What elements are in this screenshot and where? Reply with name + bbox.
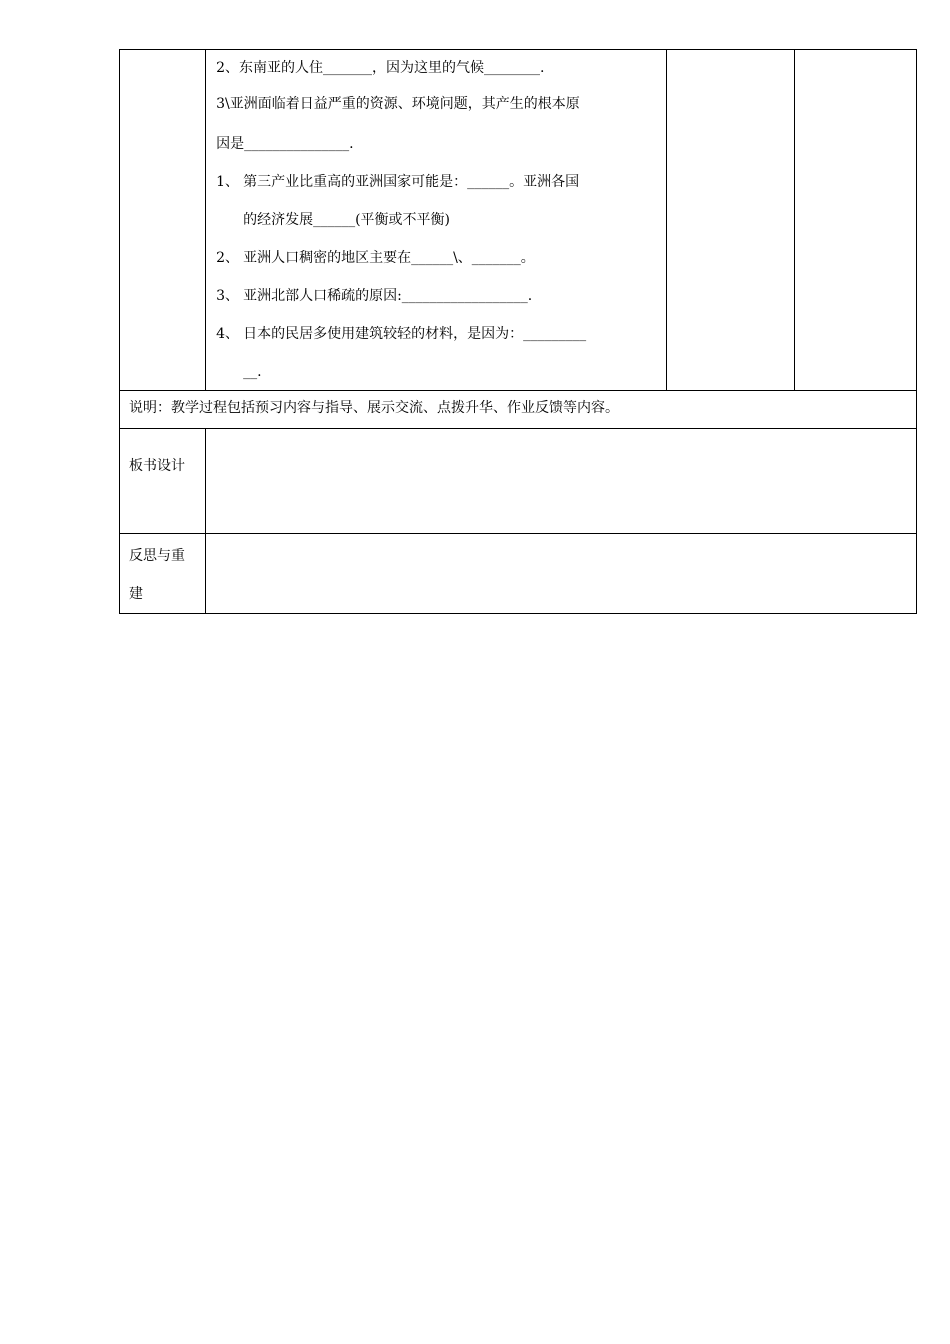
item-number: 2、 <box>216 250 240 266</box>
reflection-label-line-1: 反思与重 <box>129 548 185 564</box>
item-number: 4、 <box>216 326 240 342</box>
exercise-row <box>120 50 917 391</box>
reflection-row <box>120 534 917 614</box>
empty-label-cell <box>120 50 206 391</box>
reflection-content-cell <box>206 534 917 614</box>
exercise-line-resources-a: 3\亚洲面临着日益严重的资源、环境问题，其产生的根本原 <box>216 96 580 112</box>
board-design-content-cell <box>206 429 917 534</box>
exercise-line-sea-asia: 2、东南亚的人住_______，因为这里的气候________. <box>216 60 545 76</box>
exercise-item-1 <box>216 171 658 209</box>
exercise-item-2 <box>216 247 658 285</box>
item-text: 亚洲北部人口稀疏的原因:__________________. <box>243 288 533 304</box>
board-design-label-cell <box>120 429 206 534</box>
note-text: 说明：教学过程包括预习内容与指导、展示交流、点拨升华、作业反馈等内容。 <box>129 400 619 416</box>
note-row <box>120 391 917 429</box>
reflection-label-cell <box>120 534 206 614</box>
exercise-item-4 <box>216 323 658 361</box>
exercise-item-3 <box>216 285 658 323</box>
note-cell <box>120 391 917 429</box>
lesson-plan-table <box>119 49 917 614</box>
item-text: 亚洲人口稠密的地区主要在______\、_______。 <box>243 250 535 266</box>
item-text: 第三产业比重高的亚洲国家可能是：______。亚洲各国 <box>243 174 580 190</box>
item-number: 1、 <box>216 174 240 190</box>
exercise-content-cell <box>206 50 667 391</box>
item-number: 3、 <box>216 288 240 304</box>
exercise-item-4-continued: __. <box>243 364 262 380</box>
item-text: 日本的民居多使用建筑较轻的材料，是因为：_________ <box>243 326 587 342</box>
board-design-row <box>120 429 917 534</box>
empty-column-3-cell <box>666 50 794 391</box>
reflection-label <box>120 534 205 613</box>
exercise-item-1-continued: 的经济发展______(平衡或不平衡) <box>243 212 451 228</box>
reflection-label-line-2: 建 <box>129 586 143 602</box>
empty-column-4-cell <box>794 50 916 391</box>
board-design-label: 板书设计 <box>129 458 185 474</box>
exercise-line-resources-b: 因是_______________. <box>216 136 354 152</box>
